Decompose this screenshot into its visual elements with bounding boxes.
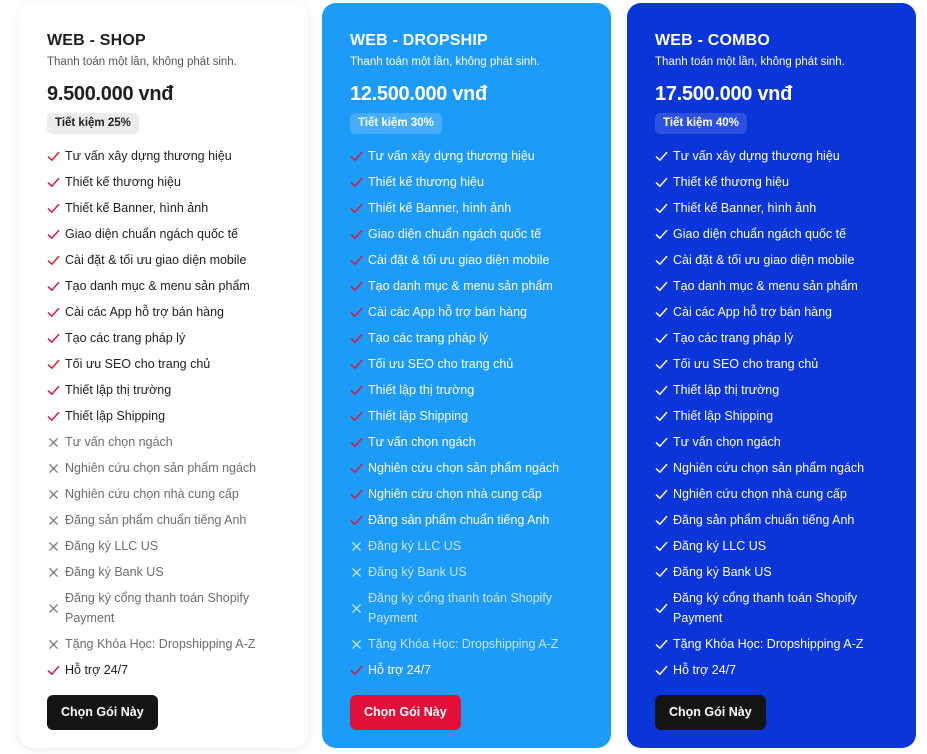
check-icon [350,224,368,244]
check-icon [655,198,673,218]
feature-item [350,481,583,507]
check-icon [350,458,368,478]
savings-badge: Tiết kiệm 30% [350,113,442,134]
feature-label: Tư vấn chọn ngách [673,435,781,449]
feature-item [47,481,280,507]
check-icon [350,250,368,270]
check-icon [655,302,673,322]
cross-icon [350,634,368,654]
feature-label: Tư vấn xây dựng thương hiệu [368,149,535,163]
feature-item [47,429,280,455]
feature-item [47,533,280,559]
feature-item [47,221,280,247]
feature-label: Thiết kế thương hiệu [368,175,484,189]
feature-item [350,657,583,683]
check-icon [47,660,65,680]
feature-label: Nghiên cứu chọn sản phẩm ngách [368,461,560,475]
feature-item [350,325,583,351]
check-icon [350,406,368,426]
feature-label: Cài các App hỗ trợ bán hàng [368,305,527,319]
plan-price: 17.500.000 vnđ [655,83,793,105]
feature-item [655,273,888,299]
feature-label: Đăng sản phẩm chuẩn tiếng Anh [368,513,550,527]
feature-label: Thiết kế Banner, hình ảnh [368,201,512,215]
feature-item [655,221,888,247]
feature-item [47,273,280,299]
feature-list [350,143,583,683]
feature-item [655,403,888,429]
check-icon [350,328,368,348]
feature-label: Đăng ký Bank US [368,565,467,579]
check-icon [350,198,368,218]
feature-label: Đăng sản phẩm chuẩn tiếng Anh [65,513,247,527]
feature-label: Cài đặt & tối ưu giao diện mobile [368,253,550,267]
feature-item [655,351,888,377]
feature-item [655,299,888,325]
feature-label: Thiết lập thị trường [368,383,475,397]
feature-item [47,585,280,631]
feature-label: Thiết lập Shipping [368,409,469,423]
check-icon [655,588,673,628]
check-icon [47,406,65,426]
cross-icon [47,562,65,582]
feature-item [47,325,280,351]
feature-item [655,247,888,273]
check-icon [47,198,65,218]
check-icon [350,146,368,166]
check-icon [655,328,673,348]
feature-item [655,585,888,631]
feature-label: Đăng ký LLC US [368,539,462,553]
feature-item [655,195,888,221]
feature-item [350,351,583,377]
feature-item [47,143,280,169]
feature-label: Tư vấn xây dựng thương hiệu [673,149,840,163]
feature-label: Nghiên cứu chọn nhà cung cấp [673,487,847,501]
feature-item [655,169,888,195]
savings-badge: Tiết kiệm 40% [655,113,747,134]
feature-item [655,507,888,533]
check-icon [655,458,673,478]
feature-label: Thiết lập thị trường [673,383,780,397]
cross-icon [47,588,65,628]
check-icon [47,302,65,322]
feature-item [655,481,888,507]
check-icon [655,432,673,452]
check-icon [47,328,65,348]
feature-label: Tối ưu SEO cho trang chủ [65,357,211,371]
check-icon [655,660,673,680]
feature-item [655,325,888,351]
feature-item [47,169,280,195]
feature-label: Đăng ký Bank US [673,565,772,579]
feature-label: Tặng Khóa Học: Dropshipping A-Z [673,637,864,651]
feature-label: Tạo các trang pháp lý [673,331,794,345]
feature-item [655,455,888,481]
plan-price: 12.500.000 vnđ [350,83,488,105]
feature-item [47,403,280,429]
check-icon [655,354,673,374]
feature-item [350,221,583,247]
feature-label: Tạo danh mục & menu sản phẩm [368,279,553,293]
savings-badge: Tiết kiệm 25% [47,113,139,134]
cross-icon [47,536,65,556]
plan-name: WEB - SHOP [47,32,146,49]
cross-icon [350,562,368,582]
plan-card-shop [19,3,308,748]
check-icon [655,276,673,296]
check-icon [350,354,368,374]
feature-label: Giao diện chuẩn ngách quốc tế [368,227,542,241]
feature-label: Cài các App hỗ trợ bán hàng [65,305,224,319]
feature-label: Tư vấn xây dựng thương hiệu [65,149,232,163]
feature-item [350,247,583,273]
check-icon [350,484,368,504]
plan-name: WEB - DROPSHIP [350,32,488,49]
cross-icon [350,536,368,556]
feature-label: Giao diện chuẩn ngách quốc tế [65,227,239,241]
choose-plan-button[interactable]: Chọn Gói Này [47,695,158,730]
check-icon [350,510,368,530]
feature-item [350,559,583,585]
feature-label: Giao diện chuẩn ngách quốc tế [673,227,847,241]
feature-label: Thiết kế thương hiệu [673,175,789,189]
feature-label: Đăng ký LLC US [65,539,159,553]
feature-label: Tạo các trang pháp lý [65,331,186,345]
feature-item [350,429,583,455]
plan-card-dropship [322,3,611,748]
feature-label: Cài các App hỗ trợ bán hàng [673,305,832,319]
feature-label: Đăng ký cổng thanh toán Shopify Payment [368,591,553,625]
check-icon [350,380,368,400]
check-icon [655,250,673,270]
feature-item [350,169,583,195]
feature-label: Hỗ trợ 24/7 [65,663,129,677]
feature-item [47,195,280,221]
feature-label: Tối ưu SEO cho trang chủ [673,357,819,371]
check-icon [655,510,673,530]
feature-label: Cài đặt & tối ưu giao diện mobile [65,253,247,267]
feature-item [350,195,583,221]
feature-label: Nghiên cứu chọn nhà cung cấp [65,487,239,501]
feature-item [47,351,280,377]
feature-item [47,631,280,657]
feature-label: Đăng ký Bank US [65,565,164,579]
feature-label: Tặng Khóa Học: Dropshipping A-Z [368,637,559,651]
feature-item [350,455,583,481]
feature-label: Thiết kế Banner, hình ảnh [673,201,817,215]
feature-label: Đăng sản phẩm chuẩn tiếng Anh [673,513,855,527]
plan-card-combo [627,3,916,748]
feature-item [350,403,583,429]
check-icon [655,224,673,244]
feature-item [47,455,280,481]
feature-item [655,631,888,657]
feature-item [47,377,280,403]
feature-label: Thiết lập Shipping [65,409,166,423]
check-icon [47,250,65,270]
feature-item [655,533,888,559]
plan-name: WEB - COMBO [655,32,771,49]
feature-item [350,507,583,533]
check-icon [47,146,65,166]
check-icon [350,660,368,680]
check-icon [350,432,368,452]
plan-note: Thanh toán một lần, không phát sinh. [655,56,845,68]
feature-label: Nghiên cứu chọn sản phẩm ngách [65,461,257,475]
feature-item [655,429,888,455]
feature-label: Tạo các trang pháp lý [368,331,489,345]
cross-icon [47,634,65,654]
feature-item [47,247,280,273]
feature-label: Tạo danh mục & menu sản phẩm [673,279,858,293]
feature-label: Tư vấn chọn ngách [368,435,476,449]
feature-item [47,299,280,325]
check-icon [655,484,673,504]
feature-item [655,377,888,403]
cross-icon [350,588,368,628]
feature-label: Thiết kế Banner, hình ảnh [65,201,209,215]
check-icon [655,146,673,166]
check-icon [350,276,368,296]
cross-icon [47,510,65,530]
feature-label: Tạo danh mục & menu sản phẩm [65,279,250,293]
feature-list [655,143,888,683]
feature-label: Thiết kế thương hiệu [65,175,181,189]
feature-item [350,299,583,325]
check-icon [350,172,368,192]
feature-label: Đăng ký cổng thanh toán Shopify Payment [65,591,250,625]
plan-price: 9.500.000 vnđ [47,83,174,105]
check-icon [655,562,673,582]
check-icon [655,380,673,400]
cross-icon [47,458,65,478]
feature-label: Nghiên cứu chọn nhà cung cấp [368,487,542,501]
feature-item [47,507,280,533]
feature-item [350,585,583,631]
check-icon [350,302,368,322]
feature-item [350,273,583,299]
feature-label: Đăng ký cổng thanh toán Shopify Payment [673,591,858,625]
check-icon [655,172,673,192]
feature-label: Đăng ký LLC US [673,539,767,553]
feature-list [47,143,280,683]
feature-item [350,533,583,559]
check-icon [655,406,673,426]
feature-item [350,377,583,403]
check-icon [47,354,65,374]
feature-label: Cài đặt & tối ưu giao diện mobile [673,253,855,267]
feature-item [655,143,888,169]
choose-plan-button[interactable]: Chọn Gói Này [350,695,461,730]
feature-item [47,559,280,585]
feature-label: Nghiên cứu chọn sản phẩm ngách [673,461,865,475]
feature-label: Hỗ trợ 24/7 [368,663,432,677]
check-icon [47,172,65,192]
check-icon [655,536,673,556]
feature-item [47,657,280,683]
choose-plan-button[interactable]: Chọn Gói Này [655,695,766,730]
check-icon [47,380,65,400]
feature-label: Tặng Khóa Học: Dropshipping A-Z [65,637,256,651]
check-icon [47,224,65,244]
check-icon [47,276,65,296]
feature-label: Tư vấn chọn ngách [65,435,173,449]
cross-icon [47,432,65,452]
check-icon [655,634,673,654]
feature-item [655,559,888,585]
feature-label: Hỗ trợ 24/7 [673,663,737,677]
feature-item [655,657,888,683]
feature-item [350,631,583,657]
plan-note: Thanh toán một lần, không phát sinh. [350,56,540,68]
feature-item [350,143,583,169]
feature-label: Thiết lập thị trường [65,383,172,397]
feature-label: Tối ưu SEO cho trang chủ [368,357,514,371]
plan-note: Thanh toán một lần, không phát sinh. [47,56,237,68]
feature-label: Thiết lập Shipping [673,409,774,423]
cross-icon [47,484,65,504]
